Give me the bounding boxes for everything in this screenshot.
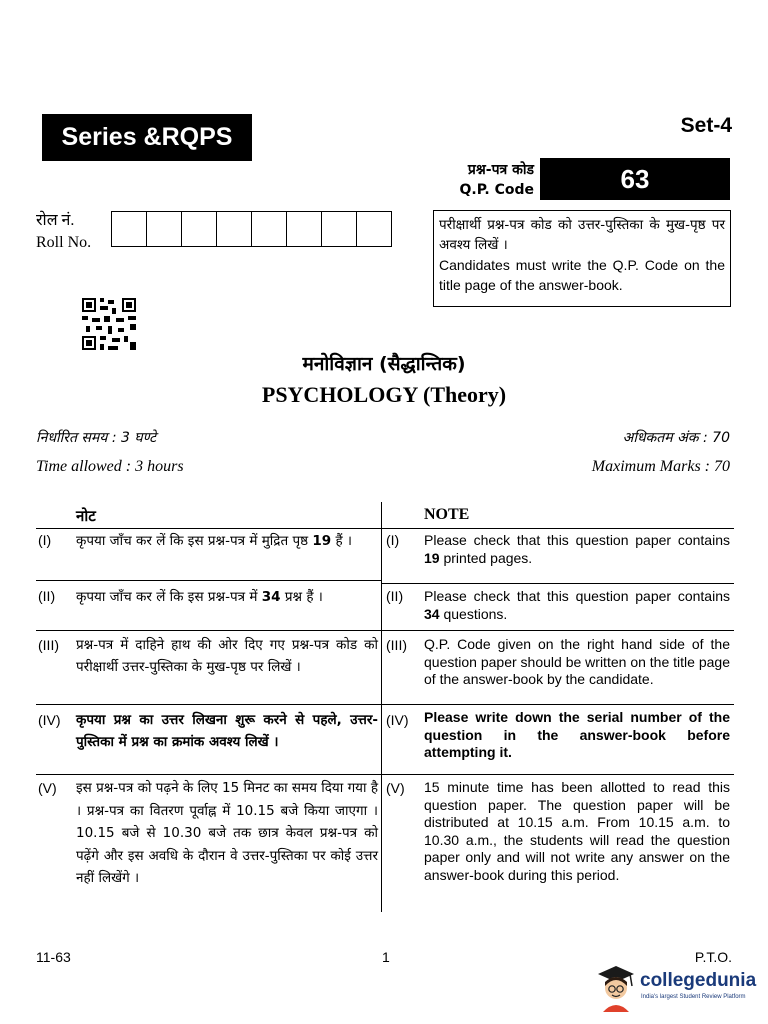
roll-digit-box[interactable] xyxy=(146,211,182,247)
note-text-english: 15 minute time has been allotted to read this question paper. The question paper will be distributed at 10.15 a.m. From 10.15 a.m. to 10.30 a.m., the students will read the question paper only and will not write any answer on the answer-book during this period. xyxy=(424,779,730,883)
qp-code-label-hindi: प्रश्न-पत्र कोड xyxy=(467,162,534,178)
note-number-english: (V) xyxy=(386,780,405,796)
note-text-hindi: कृपया प्रश्न का उत्तर लिखना शुरू करने से पहले, उत्तर-पुस्तिका में प्रश्न का क्रमांक अवश्य लिखें । xyxy=(76,712,378,750)
note-text-english: Q.P. Code given on the right hand side of the question paper should be written on the title page of the answer-book by the candidate. xyxy=(424,636,730,687)
roll-number-label xyxy=(36,210,91,254)
note-text-english: Please write down the serial number of the question in the answer-book before attempting it. xyxy=(424,709,730,760)
row-divider xyxy=(382,704,734,705)
max-marks-hindi: अधिकतम अंक : 70 xyxy=(622,430,730,446)
time-allowed-hindi: निर्धारित समय : 3 घण्टे xyxy=(36,430,157,446)
notes-header-english: NOTE xyxy=(424,506,470,523)
student-mascot-icon xyxy=(594,962,638,1012)
max-marks-english: Maximum Marks : 70 xyxy=(591,458,730,475)
set-number: Set-4 xyxy=(680,114,732,137)
note-number-english: (I) xyxy=(386,532,400,548)
row-divider xyxy=(382,774,734,775)
roll-digit-box[interactable] xyxy=(321,211,357,247)
notes-column-divider xyxy=(381,502,382,912)
notice-english: Candidates must write the Q.P. Code on the title page of the answer-book. xyxy=(439,257,725,293)
note-number-english: (III) xyxy=(386,637,407,653)
row-divider xyxy=(36,774,381,775)
note-number-hindi: (III) xyxy=(38,637,59,653)
qp-code-value: 63 xyxy=(540,158,730,200)
pto-label: P.T.O. xyxy=(694,949,732,965)
row-divider xyxy=(382,528,734,529)
note-text-hindi: प्रश्न-पत्र में दाहिने हाथ की ओर दिए गए प्रश्न-पत्र कोड को परीक्षार्थी उत्तर-पुस्तिका के मुख-पृष्ठ पर लिखें । xyxy=(76,637,378,675)
roll-label-hindi: रोल नं. xyxy=(36,212,75,229)
note-number-hindi: (IV) xyxy=(38,712,61,728)
roll-label-english: Roll No. xyxy=(36,234,92,251)
note-number-english: (II) xyxy=(386,588,404,604)
paper-code: 11-63 xyxy=(36,949,71,965)
row-divider xyxy=(382,583,734,584)
qr-code-icon xyxy=(82,298,136,350)
note-text-hindi: कृपया जाँच कर लें कि इस प्रश्न-पत्र में 34 प्रश्न हैं । xyxy=(76,589,323,605)
roll-digit-box[interactable] xyxy=(356,211,392,247)
collegedunia-tagline: India's largest Student Review Platform xyxy=(641,994,746,1000)
row-divider xyxy=(382,630,734,631)
qp-code-notice xyxy=(433,210,731,307)
page-number: 1 xyxy=(382,949,390,965)
roll-digit-box[interactable] xyxy=(216,211,252,247)
note-number-english: (IV) xyxy=(386,712,409,728)
notice-hindi: परीक्षार्थी प्रश्न-पत्र कोड को उत्तर-पुस्तिका के मुख-पृष्ठ पर अवश्य लिखें । xyxy=(439,217,725,253)
qp-code-label xyxy=(440,160,534,200)
notes-header-hindi: नोट xyxy=(76,507,96,525)
time-allowed-english: Time allowed : 3 hours xyxy=(36,458,184,475)
subject-title-english: PSYCHOLOGY (Theory) xyxy=(261,382,507,407)
note-number-hindi: (V) xyxy=(38,780,57,796)
note-text-hindi: इस प्रश्न-पत्र को पढ़ने के लिए 15 मिनट का समय दिया गया है । प्रश्न-पत्र का वितरण पूर्वाह्न में 10.15 बजे किया जाएगा । 10.15 बजे से 10.30 बजे तक छात्र केवल प्रश्न-पत्र को पढ़ेंगे और इस अवधि के दौरान वे उत्तर-पुस्तिका पर कोई उत्तर नहीं लिखेंगे । xyxy=(76,780,378,886)
row-divider xyxy=(36,580,381,581)
qp-code-label-english: Q.P. Code xyxy=(459,182,534,198)
roll-digit-box[interactable] xyxy=(181,211,217,247)
collegedunia-logo: collegedunia xyxy=(640,970,757,991)
roll-number-boxes[interactable] xyxy=(112,211,392,247)
row-divider xyxy=(36,630,381,631)
note-text-hindi: कृपया जाँच कर लें कि इस प्रश्न-पत्र में मुद्रित पृष्ठ 19 हैं । xyxy=(76,533,353,549)
roll-digit-box[interactable] xyxy=(286,211,322,247)
note-text-english: Please check that this question paper contains 19 printed pages. xyxy=(424,532,730,566)
roll-digit-box[interactable] xyxy=(251,211,287,247)
note-number-hindi: (I) xyxy=(38,532,52,548)
roll-digit-box[interactable] xyxy=(111,211,147,247)
note-number-hindi: (II) xyxy=(38,588,56,604)
subject-title-hindi: मनोविज्ञान (सैद्धान्तिक) xyxy=(302,353,466,375)
row-divider xyxy=(36,704,381,705)
series-label: Series &RQPS xyxy=(42,114,252,161)
row-divider xyxy=(36,528,381,529)
note-text-english: Please check that this question paper contains 34 questions. xyxy=(424,588,730,622)
